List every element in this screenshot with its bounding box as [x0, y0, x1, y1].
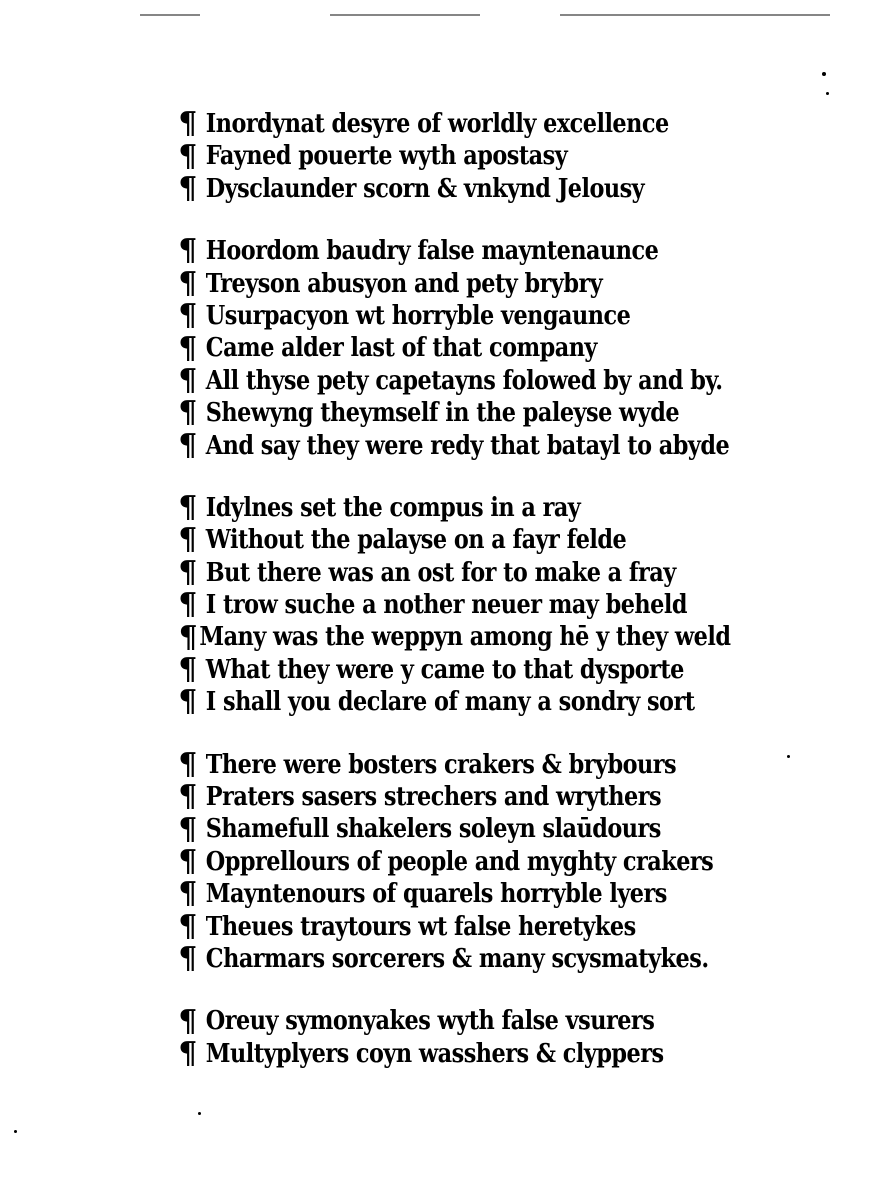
verse-line [180, 878, 730, 910]
scan-speck [826, 92, 829, 95]
scan-speck [198, 1112, 201, 1115]
verse-line [180, 492, 730, 524]
line-text: Without the palayse on a fayr felde [205, 525, 627, 556]
line-text: Fayned pouerte wyth apostasy [205, 141, 568, 172]
paragraph-mark-icon: ¶ [178, 395, 197, 431]
paragraph-mark-icon: ¶ [178, 619, 198, 655]
paragraph-mark-icon: ¶ [178, 265, 197, 301]
verse-line [180, 686, 730, 718]
paragraph-mark-icon: ¶ [178, 554, 197, 590]
line-text: There were bosters crakers & brybours [205, 749, 677, 780]
line-text: But there was an ost for to make a fray [205, 557, 676, 588]
stanza-2 [180, 235, 820, 462]
line-text: Idylnes set the compus in a ray [205, 492, 581, 523]
verse-line [178, 362, 730, 398]
line-text: Charmars sorcerers & many scysmatykes. [205, 943, 709, 974]
line-text: Shamefull shakelers soleyn slaūdours [205, 814, 661, 845]
verse-line [180, 108, 730, 140]
paragraph-mark-icon: ¶ [178, 427, 197, 463]
verse-line [178, 427, 730, 463]
verse-line [180, 589, 730, 621]
stanza-5 [180, 1005, 820, 1070]
line-text: I shall you declare of many a sondry sort [205, 687, 695, 718]
paragraph-mark-icon: ¶ [178, 811, 197, 847]
scan-artifact-top-mid [330, 14, 480, 16]
verse-line [180, 332, 730, 364]
verse-text [180, 108, 820, 1070]
paragraph-mark-icon: ¶ [178, 233, 197, 269]
line-text: Praters sasers strechers and wrythers [205, 782, 662, 813]
paragraph-mark-icon: ¶ [178, 522, 197, 558]
line-text: All thyse pety capetayns folowed by and by. [205, 365, 723, 396]
verse-line [180, 300, 730, 332]
paragraph-mark-icon: ¶ [178, 138, 197, 174]
paragraph-mark-icon: ¶ [178, 1035, 197, 1071]
verse-line [178, 1035, 730, 1071]
verse-line [180, 781, 730, 813]
scan-artifact-top-left [140, 14, 200, 16]
paragraph-mark-icon: ¶ [178, 298, 197, 334]
verse-line [180, 621, 730, 653]
verse-line [180, 813, 730, 845]
line-text: Dysclaunder scorn & vnkynd Jelousy [205, 173, 645, 204]
paragraph-mark-icon: ¶ [178, 652, 197, 688]
verse-line [178, 265, 730, 301]
line-text: Opprellours of people and myghty crakers [205, 846, 714, 877]
paragraph-mark-icon: ¶ [178, 330, 197, 366]
paragraph-mark-icon: ¶ [178, 908, 197, 944]
paragraph-mark-icon: ¶ [178, 844, 197, 879]
verse-line [180, 943, 730, 975]
line-text: And say they were redy that batayl to abyde [205, 430, 730, 461]
line-text: Hoordom baudry false mayntenaunce [205, 236, 659, 267]
paragraph-mark-icon: ¶ [178, 170, 197, 206]
verse-line [180, 140, 730, 172]
verse-line [180, 654, 730, 686]
paragraph-mark-icon: ¶ [178, 1003, 197, 1039]
paragraph-mark-icon: ¶ [178, 362, 197, 398]
line-text: Treyson abusyon and pety brybry [205, 268, 603, 299]
verse-line [180, 1005, 730, 1037]
paragraph-mark-icon: ¶ [178, 106, 197, 142]
scan-artifact-top-right [560, 14, 830, 16]
verse-line [178, 746, 730, 782]
paragraph-mark-icon: ¶ [178, 779, 197, 815]
verse-line [178, 554, 730, 590]
line-text: Many was the weppyn among hē y they weld [199, 622, 731, 653]
verse-line [180, 846, 730, 878]
scan-speck [14, 1130, 17, 1133]
stanza-3 [180, 492, 820, 719]
verse-line [178, 908, 730, 944]
line-text: Mayntenours of quarels horryble lyers [205, 879, 667, 910]
stanza-1 [180, 108, 820, 205]
paragraph-mark-icon: ¶ [178, 684, 197, 720]
line-text: Usurpacyon wt horryble vengaunce [205, 300, 631, 331]
line-text: What they were y came to that dysporte [205, 654, 684, 685]
paragraph-mark-icon: ¶ [178, 587, 197, 623]
scan-speck [822, 72, 826, 76]
line-text: Oreuy symonyakes wyth false vsurers [205, 1006, 655, 1037]
line-text: Theues traytours wt false heretykes [205, 911, 636, 942]
verse-line [180, 397, 730, 429]
paragraph-mark-icon: ¶ [178, 490, 197, 526]
line-text: Inordynat desyre of worldly excellence [205, 109, 669, 139]
verse-line [180, 524, 730, 556]
line-text: Came alder last of that company [205, 333, 597, 364]
paragraph-mark-icon: ¶ [178, 746, 197, 782]
verse-line [180, 235, 730, 267]
line-text: I trow suche a nother neuer may beheld [205, 590, 687, 621]
paragraph-mark-icon: ¶ [178, 876, 197, 912]
paragraph-mark-icon: ¶ [178, 941, 197, 977]
line-text: Multyplyers coyn wasshers & clyppers [205, 1038, 664, 1069]
stanza-4 [178, 746, 820, 977]
verse-line [178, 170, 730, 206]
line-text: Shewyng theymself in the paleyse wyde [205, 398, 680, 429]
